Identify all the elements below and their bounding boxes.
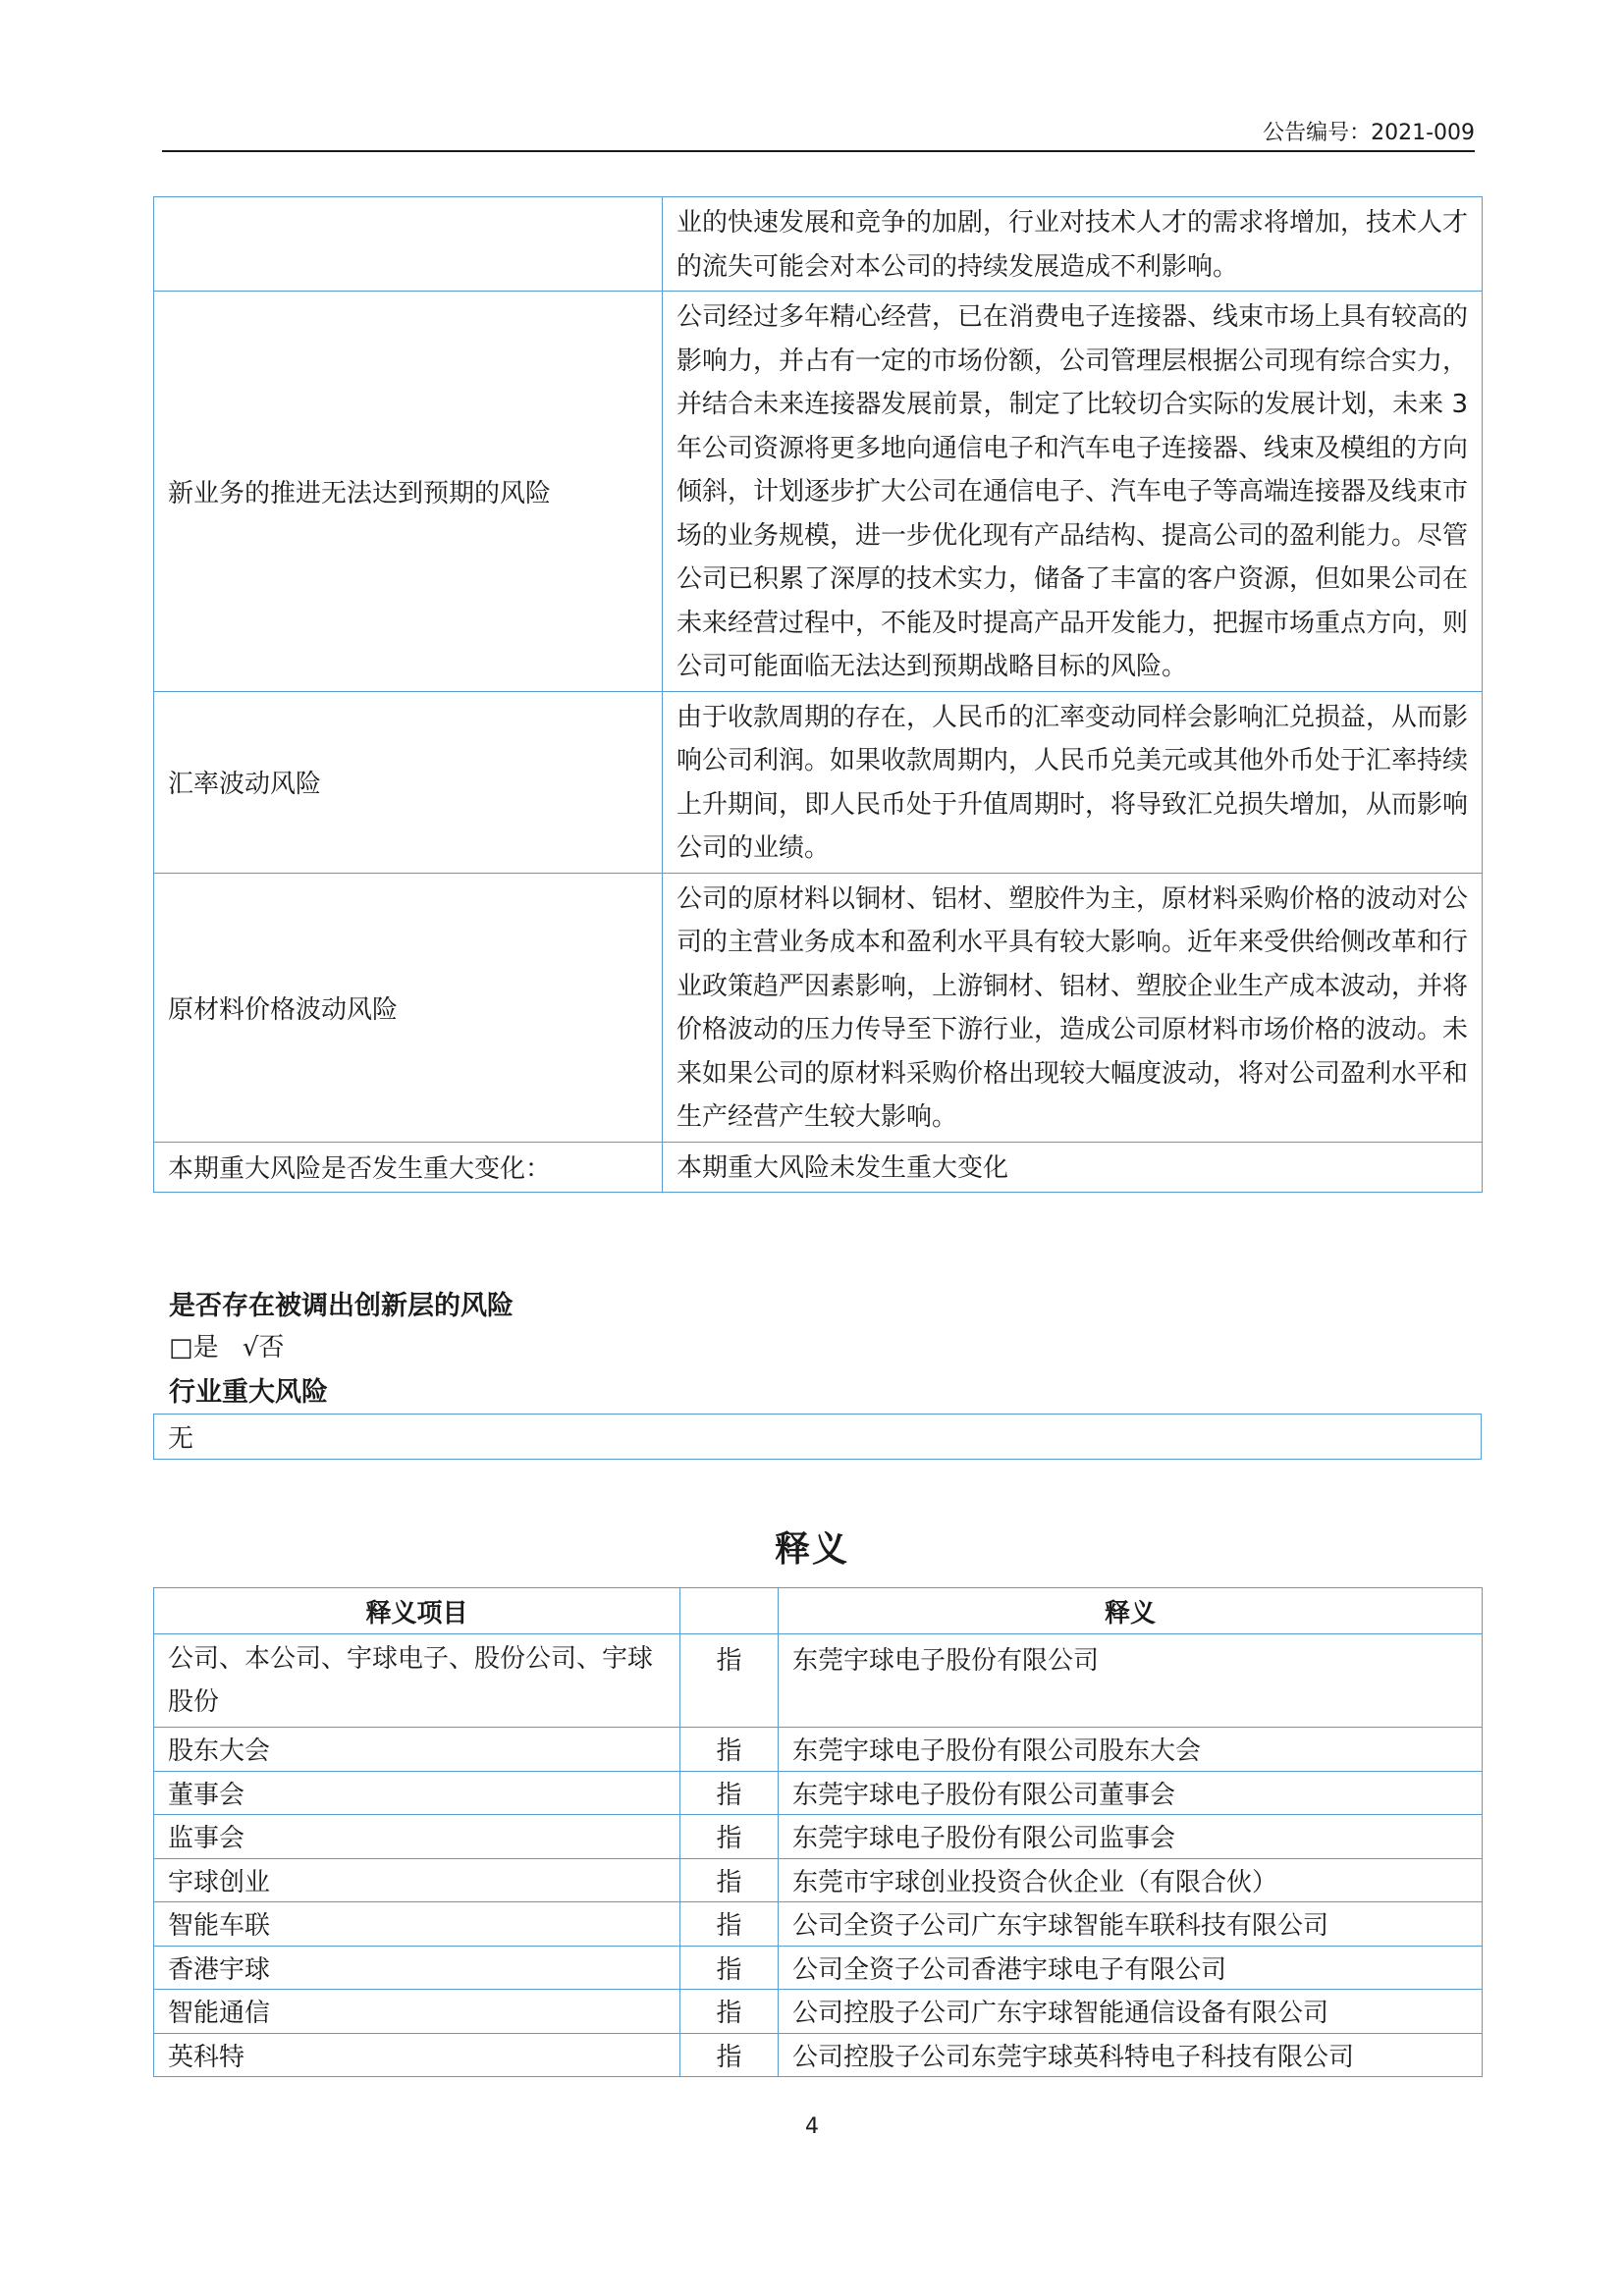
table-row (154, 1815, 1483, 1859)
column-header-blank (680, 1588, 779, 1634)
table-row (154, 1634, 1483, 1728)
refers-to-cell: 指 (680, 1728, 779, 1772)
risk-name: 汇率波动风险 (154, 691, 663, 873)
term-cell: 公司、本公司、宇球电子、股份公司、宇球股份 (154, 1634, 680, 1728)
risk-row (154, 873, 1483, 1142)
refers-to-cell: 指 (680, 1902, 779, 1947)
term-cell: 智能通信 (154, 1990, 680, 2034)
risk-row (154, 197, 1483, 292)
refers-to-cell: 指 (680, 1858, 779, 1902)
meaning-cell: 东莞宇球电子股份有限公司股东大会 (779, 1728, 1483, 1772)
risk-name: 原材料价格波动风险 (154, 873, 663, 1142)
risk-change-label: 本期重大风险是否发生重大变化： (154, 1142, 663, 1193)
definitions-header-row (154, 1588, 1483, 1634)
risk-description: 由于收款周期的存在，人民币的汇率变动同样会影响汇兑损益，从而影响公司利润。如果收款周期内，人民币兑美元或其他外币处于汇率持续上升期间，即人民币处于升值周期时，将导致汇兑损失增加，从而影响公司的业绩。 (663, 691, 1483, 873)
option-yes: □是 (169, 1333, 219, 1362)
page-number: 4 (805, 2114, 819, 2139)
announcement-code: 公告编号：2021-009 (1263, 121, 1475, 145)
table-row (154, 1771, 1483, 1815)
term-cell: 股东大会 (154, 1728, 680, 1772)
term-cell: 董事会 (154, 1771, 680, 1815)
risk-table (153, 196, 1483, 1193)
meaning-cell: 东莞宇球电子股份有限公司监事会 (779, 1815, 1483, 1859)
innovation-risk-title: 是否存在被调出创新层的风险 (169, 1291, 514, 1321)
refers-to-cell: 指 (680, 1815, 779, 1859)
risk-row (154, 292, 1483, 692)
table-row (154, 1990, 1483, 2034)
column-header-meaning: 释义 (779, 1588, 1483, 1634)
header-divider (162, 150, 1475, 152)
risk-description: 公司经过多年精心经营，已在消费电子连接器、线束市场上具有较高的影响力，并占有一定的市场份额，公司管理层根据公司现有综合实力，并结合未来连接器发展前景，制定了比较切合实际的发展计划，未来 3 年公司资源将更多地向通信电子和汽车电子连接器、线束及模组的方向倾斜，计划逐步扩大公司在通信电子、汽车电子等高端连接器及线束市场的业务规模，进一步优化现有产品结构、提高公司的盈利能力。尽管公司已积累了深厚的技术实力，储备了丰富的客户资源，但如果公司在未来经营过程中，不能及时提高产品开发能力，把握市场重点方向，则公司可能面临无法达到预期战略目标的风险。 (663, 292, 1483, 692)
risk-name (154, 197, 663, 292)
refers-to-cell: 指 (680, 1990, 779, 2034)
option-no: √否 (242, 1333, 285, 1362)
term-cell: 香港宇球 (154, 1946, 680, 1990)
risk-change-row (154, 1142, 1483, 1193)
risk-description: 业的快速发展和竞争的加剧，行业对技术人才的需求将增加，技术人才的流失可能会对本公司的持续发展造成不利影响。 (663, 197, 1483, 292)
meaning-cell: 东莞宇球电子股份有限公司 (779, 1634, 1483, 1728)
refers-to-cell: 指 (680, 1771, 779, 1815)
meaning-cell: 公司全资子公司广东宇球智能车联科技有限公司 (779, 1902, 1483, 1947)
column-header-term: 释义项目 (154, 1588, 680, 1634)
term-cell: 英科特 (154, 2033, 680, 2077)
term-cell: 智能车联 (154, 1902, 680, 1947)
term-cell: 监事会 (154, 1815, 680, 1859)
term-cell: 宇球创业 (154, 1858, 680, 1902)
risk-row (154, 691, 1483, 873)
definitions-table (153, 1587, 1483, 2077)
table-row (154, 2033, 1483, 2077)
industry-risk-title: 行业重大风险 (169, 1377, 328, 1408)
risk-description: 公司的原材料以铜材、铝材、塑胶件为主，原材料采购价格的波动对公司的主营业务成本和盈利水平具有较大影响。近年来受供给侧改革和行业政策趋严因素影响，上游铜材、铝材、塑胶企业生产成本波动，并将价格波动的压力传导至下游行业，造成公司原材料市场价格的波动。未来如果公司的原材料采购价格出现较大幅度波动，将对公司盈利水平和生产经营产生较大影响。 (663, 873, 1483, 1142)
meaning-cell: 东莞宇球电子股份有限公司董事会 (779, 1771, 1483, 1815)
industry-risk-table (153, 1414, 1482, 1460)
refers-to-cell: 指 (680, 2033, 779, 2077)
risk-change-value: 本期重大风险未发生重大变化 (663, 1142, 1483, 1193)
table-row (154, 1728, 1483, 1772)
meaning-cell: 公司全资子公司香港宇球电子有限公司 (779, 1946, 1483, 1990)
table-row (154, 1902, 1483, 1947)
table-row (154, 1858, 1483, 1902)
risk-name: 新业务的推进无法达到预期的风险 (154, 292, 663, 692)
meaning-cell: 东莞市宇球创业投资合伙企业（有限合伙） (779, 1858, 1483, 1902)
industry-risk-value: 无 (154, 1415, 1482, 1460)
table-row (154, 1946, 1483, 1990)
refers-to-cell: 指 (680, 1946, 779, 1990)
meaning-cell: 公司控股子公司广东宇球智能通信设备有限公司 (779, 1990, 1483, 2034)
meaning-cell: 公司控股子公司东莞宇球英科特电子科技有限公司 (779, 2033, 1483, 2077)
innovation-risk-options (169, 1327, 299, 1363)
refers-to-cell: 指 (680, 1634, 779, 1728)
definitions-heading: 释义 (774, 1529, 849, 1570)
